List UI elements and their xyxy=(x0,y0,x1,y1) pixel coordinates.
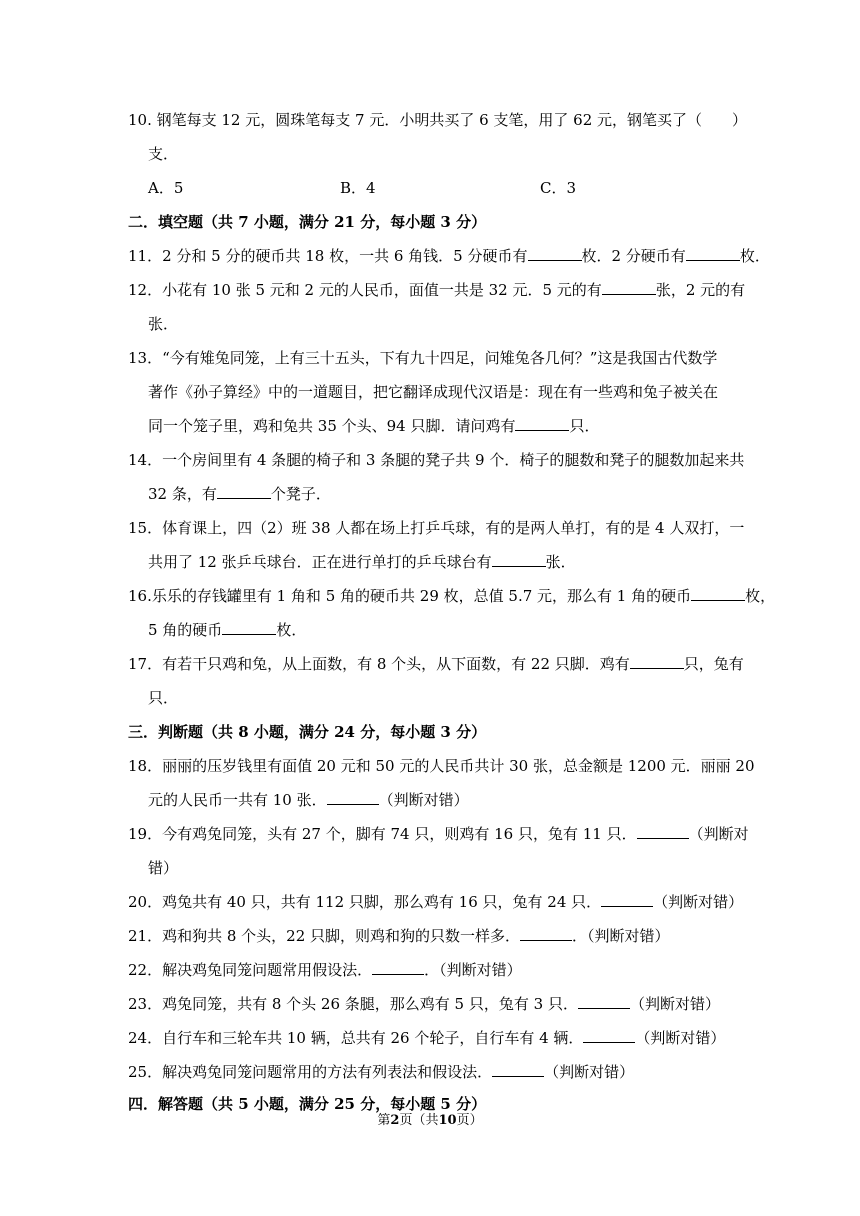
q15-line1: 15．体育课上，四（2）班 38 人都在场上打乒乓球，有的是两人单打，有的是 4 人双打，一 xyxy=(128,519,745,537)
q17 xyxy=(128,654,744,674)
q23-text-a: 23．鸡兔同笼，共有 8 个头 26 条腿，那么鸡有 5 只，兔有 3 只． xyxy=(128,995,578,1013)
q24-text-a: 24．自行车和三轮车共 10 辆，总共有 26 个轮子，自行车有 4 辆． xyxy=(128,1029,584,1047)
section-3-heading: 三．判断题（共 8 小题，满分 24 分，每小题 3 分） xyxy=(128,723,487,741)
q20-text-a: 20．鸡兔共有 40 只，共有 112 只脚，那么鸡有 16 只，兔有 24 只． xyxy=(128,893,602,911)
q20 xyxy=(128,892,743,912)
q15-text-b: 张． xyxy=(545,553,576,571)
q16-text-d: 枚． xyxy=(276,621,307,639)
footer-pre: 第 xyxy=(377,1113,391,1128)
q10-text-cont: 支． xyxy=(148,145,179,163)
q16-line1 xyxy=(128,586,775,606)
q22 xyxy=(128,960,522,980)
q19-text-b: （判断对 xyxy=(688,825,749,843)
q22-text-a: 22．解决鸡兔同笼问题常用假设法． xyxy=(128,961,373,979)
q11 xyxy=(128,246,770,266)
q20-text-b: （判断对错） xyxy=(653,893,744,911)
q14-line1: 14．一个房间里有 4 条腿的椅子和 3 条腿的凳子共 9 个．椅子的腿数和凳子的腿数加起来共 xyxy=(128,451,745,469)
q21-text-b: ．（判断对错） xyxy=(572,927,670,945)
answer-blank[interactable] xyxy=(602,280,656,295)
q24 xyxy=(128,1028,725,1048)
answer-blank[interactable] xyxy=(520,926,572,941)
q14-text-b: 个凳子． xyxy=(270,485,331,503)
answer-blank[interactable] xyxy=(691,586,745,601)
q16-text-c: 5 角的硬币 xyxy=(148,621,223,639)
answer-blank[interactable] xyxy=(528,246,582,261)
answer-blank[interactable] xyxy=(515,416,569,431)
answer-blank[interactable] xyxy=(630,654,684,669)
q11-text-a: 11．2 分和 5 分的硬币共 18 枚，一共 6 角钱．5 分硬币有 xyxy=(128,247,528,265)
footer-post: 页） xyxy=(456,1113,483,1128)
q10-text: 10. 钢笔每支 12 元，圆珠笔每支 7 元．小明共买了 6 支笔，用了 62 元，钢笔买了（ ） xyxy=(128,111,748,129)
q18-line1: 18．丽丽的压岁钱里有面值 20 元和 50 元的人民币共计 30 张，总金额是 1200 元．丽丽 20 xyxy=(128,757,755,775)
answer-blank[interactable] xyxy=(583,1028,635,1043)
q21-text-a: 21．鸡和狗共 8 个头，22 只脚，则鸡和狗的只数一样多． xyxy=(128,927,521,945)
q14-line2 xyxy=(148,484,331,504)
footer-mid: 页（共 xyxy=(399,1113,439,1128)
q17-text-cont: 只． xyxy=(148,689,179,707)
q24-text-b: （判断对错） xyxy=(635,1029,726,1047)
page-total: 10 xyxy=(438,1113,457,1128)
q11-text-b: 枚．2 分硬币有 xyxy=(581,247,686,265)
q10-option-c: C．3 xyxy=(540,179,577,197)
q14-text-a: 32 条，有 xyxy=(148,485,217,503)
answer-blank[interactable] xyxy=(217,484,271,499)
q19-line1 xyxy=(128,824,749,844)
q13-line1: 13．“今有雉兔同笼，上有三十五头，下有九十四足，问雉兔各几何？”这是我国古代数学 xyxy=(128,349,718,367)
q10-option-a: A．5 xyxy=(148,179,184,197)
q25 xyxy=(128,1062,634,1082)
q11-text-c: 枚． xyxy=(739,247,770,265)
q16-line2 xyxy=(148,620,306,640)
q16-text-b: 枚， xyxy=(745,587,776,605)
q21 xyxy=(128,926,670,946)
q10-option-b: B．4 xyxy=(340,179,376,197)
q25-text-b: （判断对错） xyxy=(544,1063,635,1081)
q12 xyxy=(128,280,745,300)
q25-text-a: 25．解决鸡兔同笼问题常用的方法有列表法和假设法． xyxy=(128,1063,493,1081)
q13-line2: 著作《孙子算经》中的一道题目，把它翻译成现代汉语是：现在有一些鸡和兔子被关在 xyxy=(148,383,719,401)
q18-line2 xyxy=(148,790,469,810)
answer-blank[interactable] xyxy=(578,994,630,1009)
answer-blank[interactable] xyxy=(222,620,276,635)
page-footer xyxy=(0,1112,860,1130)
q12-text-cont: 张． xyxy=(148,315,179,333)
q23-text-b: （判断对错） xyxy=(629,995,720,1013)
section-4-heading: 四．解答题（共 5 小题，满分 25 分，每小题 5 分） xyxy=(128,1095,487,1113)
answer-blank[interactable] xyxy=(372,960,424,975)
q15-line2 xyxy=(148,552,576,572)
answer-blank[interactable] xyxy=(637,824,689,839)
q15-text-a: 共用了 12 张乒乓球台．正在进行单打的乒乓球台有 xyxy=(148,553,492,571)
answer-blank[interactable] xyxy=(327,790,379,805)
q17-text-a: 17．有若干只鸡和兔，从上面数，有 8 个头，从下面数，有 22 只脚．鸡有 xyxy=(128,655,630,673)
answer-blank[interactable] xyxy=(601,892,653,907)
q18-text-b: （判断对错） xyxy=(378,791,469,809)
q17-text-b: 只，兔有 xyxy=(683,655,744,673)
answer-blank[interactable] xyxy=(686,246,740,261)
q13-text-a: 同一个笼子里，鸡和兔共 35 个头、94 只脚．请问鸡有 xyxy=(148,417,516,435)
q19-text-a: 19．今有鸡兔同笼，头有 27 个，脚有 74 只，则鸡有 16 只，兔有 11 只． xyxy=(128,825,637,843)
q13-line3 xyxy=(148,416,600,436)
q13-text-b: 只． xyxy=(569,417,600,435)
page-number: 2 xyxy=(390,1113,400,1128)
q18-text-a: 元的人民币一共有 10 张． xyxy=(148,791,327,809)
q16-text-a: 16.乐乐的存钱罐里有 1 角和 5 角的硬币共 29 枚，总值 5.7 元，那么有 1 角的硬币 xyxy=(128,587,692,605)
answer-blank[interactable] xyxy=(492,552,546,567)
q23 xyxy=(128,994,720,1014)
q22-text-b: ．（判断对错） xyxy=(424,961,522,979)
q12-text-a: 12．小花有 10 张 5 元和 2 元的人民币，面值一共是 32 元．5 元的有 xyxy=(128,281,602,299)
section-2-heading: 二．填空题（共 7 小题，满分 21 分，每小题 3 分） xyxy=(128,213,487,231)
q19-line2: 错） xyxy=(148,859,179,877)
q12-text-b: 张，2 元的有 xyxy=(655,281,746,299)
answer-blank[interactable] xyxy=(492,1062,544,1077)
